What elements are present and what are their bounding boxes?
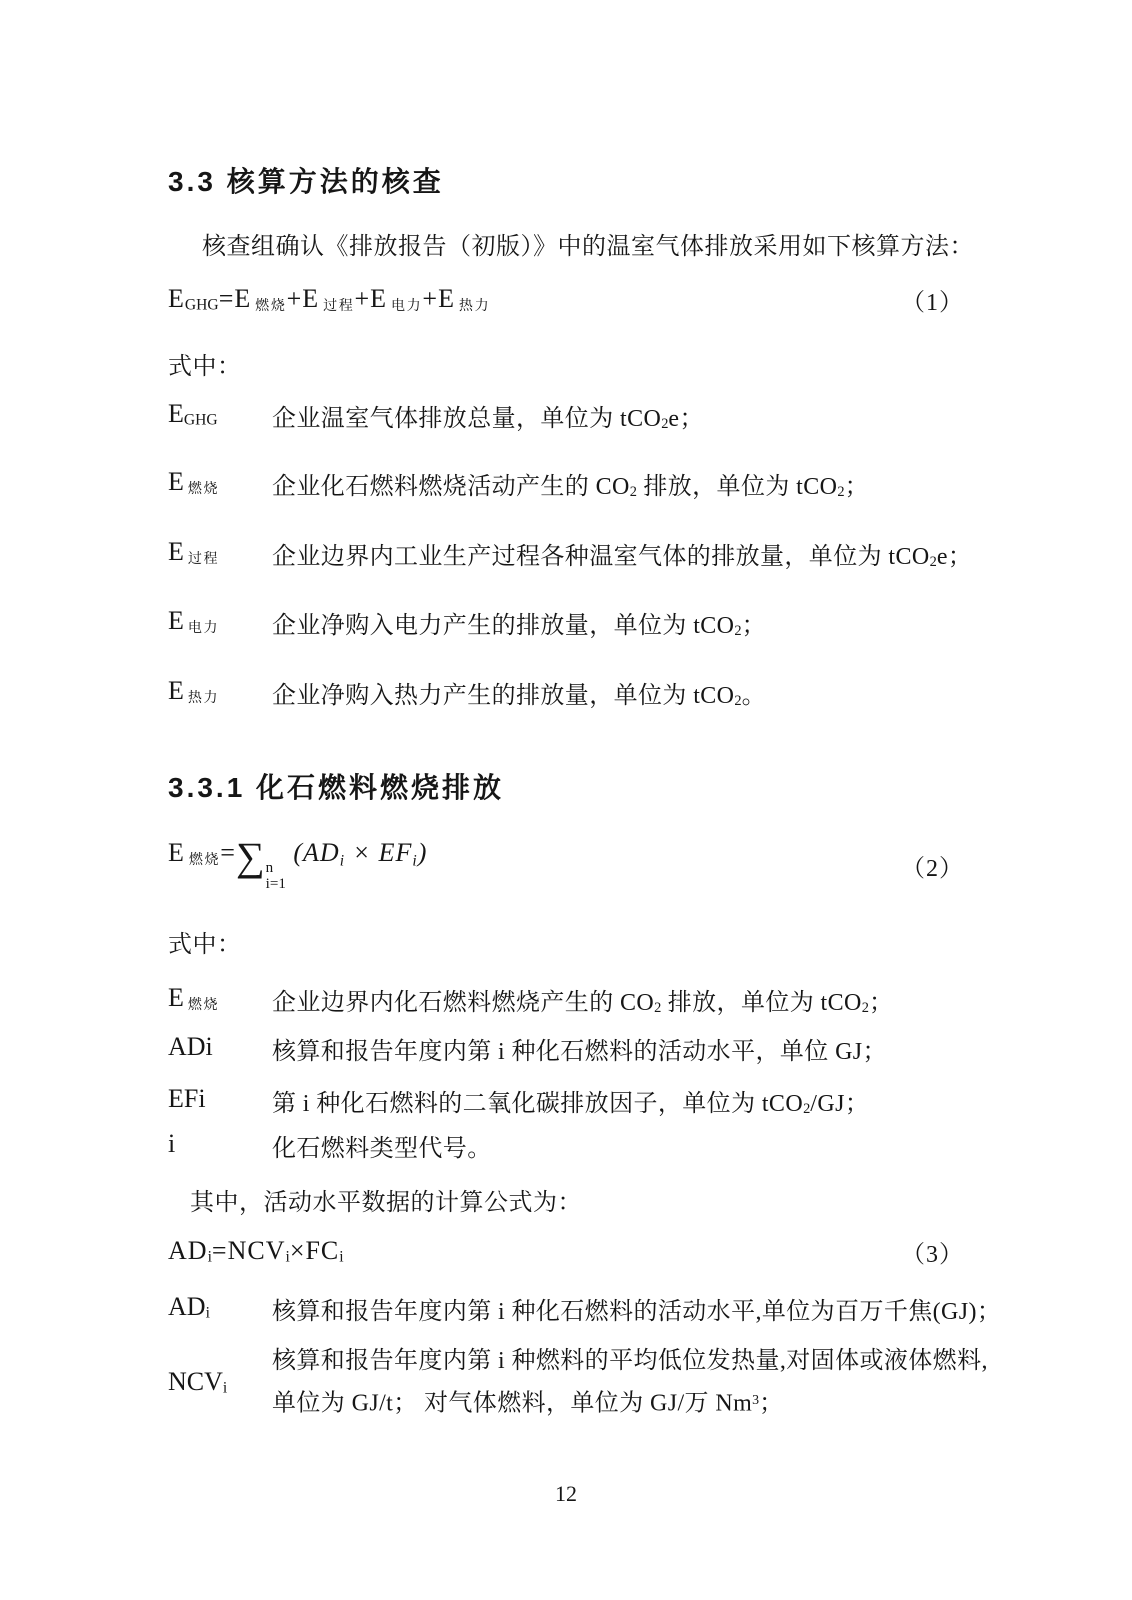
page-number: 12 bbox=[555, 1481, 577, 1506]
definition-row bbox=[168, 606, 968, 651]
definition-text: 化石燃料类型代号。 bbox=[272, 1136, 492, 1162]
definition-text: 第 i 种化石燃料的二氧化碳排放因子，单位为 tCO2/GJ； bbox=[272, 1091, 870, 1118]
definition-term: E电力 bbox=[168, 606, 220, 636]
definition-text: 企业边界内工业生产过程各种温室气体的排放量，单位为 tCO2e； bbox=[272, 544, 973, 571]
definition-row bbox=[168, 1341, 988, 1423]
definition-text: 核算和报告年度内第 i 种燃料的平均低位发热量,对固体或液体燃料, 单位为 GJ/t； 对气体燃料，单位为 GJ/万 Nm$^3$； bbox=[272, 1348, 988, 1417]
definition-row bbox=[168, 983, 968, 1028]
formula-1-number: （1） bbox=[901, 290, 964, 316]
definition-row bbox=[168, 1129, 968, 1169]
activity-note: 其中，活动水平数据的计算公式为： bbox=[190, 1190, 582, 1216]
section-heading-3-3: 3.3 核算方法的核查 bbox=[168, 166, 444, 197]
definition-term: NCVi bbox=[168, 1366, 228, 1397]
definition-term: E燃烧 bbox=[168, 983, 220, 1013]
definition-term: E燃烧 bbox=[168, 467, 220, 497]
definition-term: EGHG bbox=[168, 399, 218, 429]
formula-3: ADi=NCVi×FCi bbox=[168, 1236, 344, 1266]
definition-row bbox=[168, 537, 973, 582]
definition-term: i bbox=[168, 1129, 176, 1158]
formula-2-number: （2） bbox=[901, 855, 964, 882]
definition-term: ADi bbox=[168, 1292, 210, 1322]
definition-term: EFi bbox=[168, 1084, 206, 1113]
definition-row bbox=[168, 1032, 968, 1072]
definition-row bbox=[168, 467, 968, 512]
definition-text: 企业边界内化石燃料燃烧产生的 CO2 排放，单位为 tCO2； bbox=[272, 990, 894, 1017]
intro-paragraph: 核查组确认《排放报告（初版）》中的温室气体排放采用如下核算方法： bbox=[202, 234, 974, 260]
where-label-1: 式中： bbox=[168, 354, 242, 380]
definition-text: 核算和报告年度内第 i 种化石燃料的活动水平,单位为百万千焦(GJ)； bbox=[272, 1299, 1002, 1325]
definition-row bbox=[168, 676, 968, 721]
definition-text: 企业温室气体排放总量，单位为 tCO2e； bbox=[272, 406, 704, 433]
definition-row bbox=[168, 1084, 968, 1129]
formula-3-number: （3） bbox=[901, 1242, 964, 1268]
definition-text: 企业净购入热力产生的排放量，单位为 tCO2。 bbox=[272, 683, 767, 710]
formula-2-row bbox=[168, 833, 964, 893]
formula-1: EGHG=E 燃烧+E 过程+E 电力+E 热力 bbox=[168, 284, 491, 314]
definition-text: 企业净购入电力产生的排放量，单位为 tCO2； bbox=[272, 613, 767, 640]
definition-row bbox=[168, 1292, 1002, 1332]
definition-term: E热力 bbox=[168, 676, 220, 706]
formula-3-row bbox=[168, 1234, 964, 1269]
definition-row bbox=[168, 399, 968, 444]
definition-text: 核算和报告年度内第 i 种化石燃料的活动水平，单位 GJ； bbox=[272, 1039, 887, 1065]
section-heading-3-3-1: 3.3.1 化石燃料燃烧排放 bbox=[168, 772, 505, 803]
definition-term: ADi bbox=[168, 1032, 213, 1061]
definition-text: 企业化石燃料燃烧活动产生的 CO2 排放，单位为 tCO2； bbox=[272, 474, 869, 501]
where-label-2: 式中： bbox=[168, 932, 242, 958]
definition-term: E过程 bbox=[168, 537, 220, 567]
formula-2: E燃烧=∑ n i=1 (ADi × EFi) bbox=[168, 833, 428, 893]
formula-1-row bbox=[168, 282, 964, 317]
